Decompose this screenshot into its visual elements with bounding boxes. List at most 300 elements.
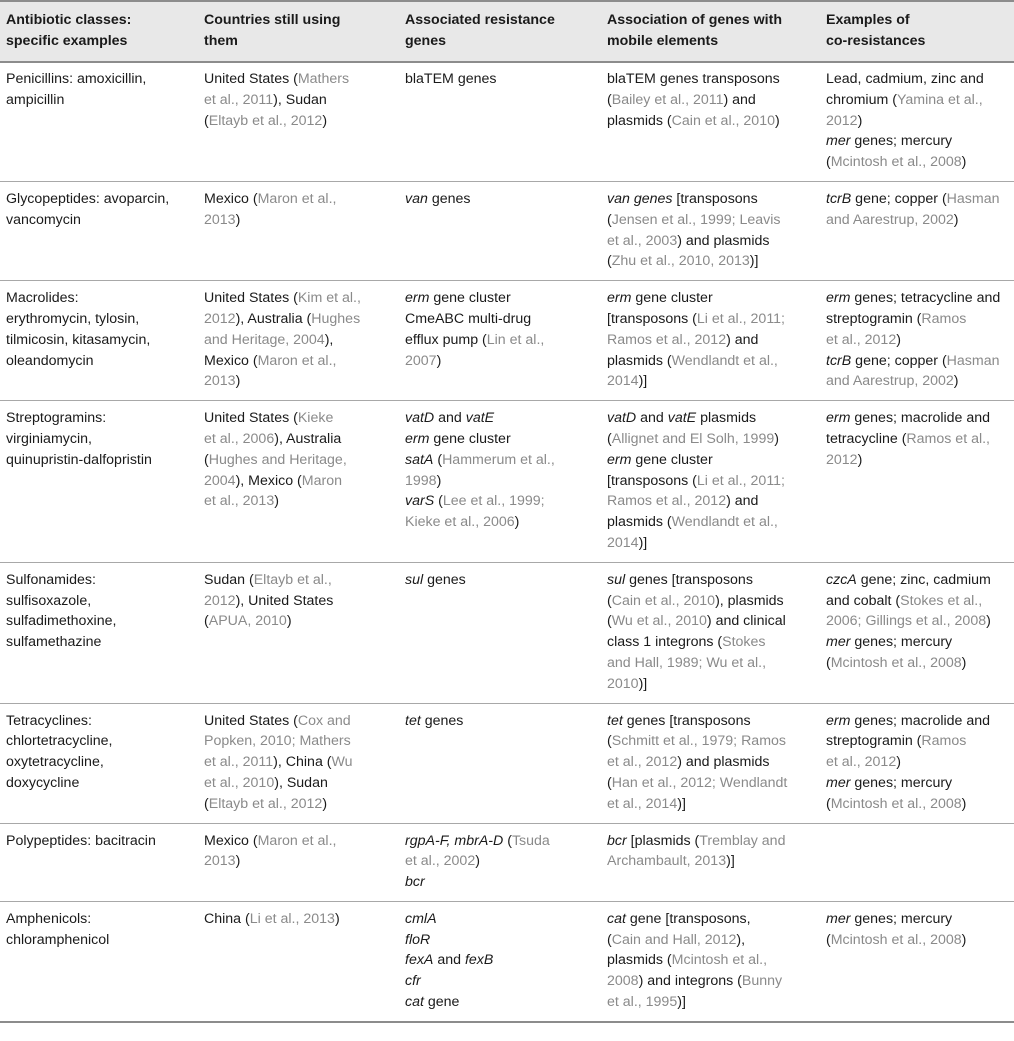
cell-line — [6, 408, 192, 429]
countries-cell — [198, 62, 399, 181]
cell-text: ) — [436, 472, 442, 489]
table-row — [0, 62, 1014, 181]
citation-link: 2010 — [607, 675, 639, 692]
cell-line — [6, 90, 192, 111]
cell-line — [826, 351, 1008, 372]
antibiotic-class-cell — [0, 62, 198, 181]
cell-text: ), — [736, 931, 746, 948]
cell-line — [607, 591, 814, 612]
cell-line — [6, 752, 192, 773]
cell-line — [405, 471, 595, 492]
cell-text: ) — [774, 112, 780, 129]
cell-line — [405, 351, 595, 372]
cell-text: gene; copper ( — [851, 190, 947, 207]
cell-text: Mexico ( — [204, 352, 258, 369]
cell-text: gene; copper ( — [851, 352, 947, 369]
co-resistances-cell — [820, 901, 1014, 1021]
citation-link: Li et al., 2013 — [249, 910, 335, 927]
cell-text: ), Australia ( — [235, 310, 312, 327]
table-header — [0, 1, 1014, 62]
cell-text: ( — [607, 430, 612, 447]
cell-line — [204, 111, 393, 132]
cell-line — [204, 288, 393, 309]
cell-text: genes; macrolide and — [850, 712, 991, 729]
citation-link: et al., 2014 — [607, 795, 678, 812]
countries-cell — [198, 823, 399, 901]
cell-line — [405, 711, 595, 732]
cell-text: plasmids ( — [607, 352, 672, 369]
cell-line — [826, 731, 1008, 752]
cell-line — [826, 653, 1008, 674]
countries-cell — [198, 562, 399, 703]
cell-text: )] — [749, 253, 759, 270]
citation-link: 2014 — [607, 373, 639, 390]
cell-text: ( — [204, 795, 209, 812]
cell-text: vancomycin — [6, 211, 81, 228]
cell-line — [826, 90, 1008, 111]
cell-line — [405, 971, 595, 992]
cell-line — [6, 731, 192, 752]
cell-line — [607, 69, 814, 90]
cell-text: sulfisoxazole, — [6, 592, 92, 609]
antibiotic-class-cell — [0, 181, 198, 280]
header-line: specific examples — [6, 33, 128, 49]
table-row — [0, 703, 1014, 823]
cell-text: ) — [961, 795, 967, 812]
cell-text: )] — [638, 675, 648, 692]
antibiotic-class-cell — [0, 823, 198, 901]
cell-text: ( — [607, 91, 612, 108]
citation-link: 2007 — [405, 352, 437, 369]
cell-line — [607, 674, 814, 695]
cell-line — [607, 429, 814, 450]
mobile-elements-cell — [601, 181, 820, 280]
cell-text: ) and clinical — [706, 613, 786, 630]
cell-line — [6, 909, 192, 930]
cell-line — [607, 992, 814, 1013]
gene-name: bcr — [607, 832, 627, 849]
cell-line — [204, 570, 393, 591]
cell-text: )] — [677, 795, 686, 812]
cell-text: ) — [857, 112, 863, 129]
gene-name: rgpA-F, mbrA-D — [405, 832, 504, 849]
citation-link: Maron — [301, 472, 342, 489]
cell-text: gene [transposons, — [625, 910, 751, 927]
citation-link: Hasman — [946, 190, 1000, 207]
cell-text: )] — [638, 373, 648, 390]
cell-text: ) — [774, 430, 779, 447]
cell-text: blaTEM genes transposons — [607, 71, 780, 87]
cell-text: genes [transposons — [622, 712, 751, 729]
resistance-genes-cell — [399, 562, 601, 703]
cell-line — [6, 69, 192, 90]
citation-link: and Aarestrup, 2002 — [826, 211, 954, 228]
citation-link: Mathers — [297, 71, 350, 87]
citation-link: 2013 — [204, 373, 236, 390]
cell-text: ( — [607, 774, 612, 791]
table-row — [0, 401, 1014, 563]
citation-link: et al., 2012 — [607, 754, 678, 771]
cell-text: ( — [434, 493, 443, 510]
gene-name: erm — [826, 712, 851, 729]
cell-line — [204, 591, 393, 612]
cell-text: Glycopeptides: avoparcin, — [6, 190, 170, 207]
cell-line — [607, 491, 814, 512]
gene-name: mer — [826, 634, 851, 651]
header-line: Antibiotic classes: — [6, 12, 132, 28]
citation-link: Kim et al., — [297, 290, 361, 307]
cell-text: genes; mercury — [850, 133, 953, 150]
cell-text: genes [transposons — [625, 571, 753, 588]
countries-cell — [198, 401, 399, 563]
citation-link: et al., 1995 — [607, 994, 678, 1011]
gene-name: erm — [607, 451, 632, 468]
cell-line — [607, 794, 814, 815]
cell-line — [6, 632, 192, 653]
citation-link: Ramos et al., 2012 — [607, 493, 727, 510]
cell-text: plasmids — [696, 410, 757, 427]
citation-link: Ramos et al., — [906, 430, 991, 447]
cell-text: tetracycline ( — [826, 430, 907, 447]
cell-text: ) — [436, 352, 442, 369]
cell-text: gene; zinc, cadmium — [856, 571, 991, 588]
gene-name: mer — [826, 910, 851, 927]
gene-name: czcA — [826, 571, 857, 588]
gene-name: satA — [405, 451, 434, 468]
citation-link: Schmitt et al., 1979; Ramos — [611, 733, 787, 750]
cell-text: ) — [235, 373, 241, 390]
gene-name: tcrB — [826, 190, 852, 207]
cell-line — [6, 429, 192, 450]
cell-text: ) and integrons ( — [638, 973, 742, 990]
cell-line — [826, 930, 1008, 951]
cell-line — [826, 152, 1008, 173]
cell-text: ) — [514, 514, 520, 531]
cell-line — [607, 330, 814, 351]
citation-link: 2012 — [826, 112, 858, 129]
cell-line — [204, 794, 393, 815]
cell-line — [607, 251, 814, 272]
cell-line — [607, 711, 814, 732]
gene-name: varS — [405, 493, 435, 510]
cell-line — [204, 851, 393, 872]
cell-line — [607, 971, 814, 992]
citation-link: 2014 — [607, 534, 639, 551]
table-body — [0, 62, 1014, 1022]
citation-link: Ramos et al., 2012 — [607, 331, 727, 348]
citation-link: et al., 2003 — [607, 232, 678, 249]
cell-line — [826, 371, 1008, 392]
citation-link: Jensen et al., 1999; Leavis — [611, 211, 781, 228]
mobile-elements-cell — [601, 62, 820, 181]
mobile-elements-cell — [601, 562, 820, 703]
cell-text: Streptogramins: — [6, 410, 107, 427]
cell-text: ) and plasmids — [677, 754, 770, 771]
cell-line — [204, 773, 393, 794]
cell-line — [6, 711, 192, 732]
cell-line — [204, 408, 393, 429]
cell-text: Lead, cadmium, zinc and — [826, 71, 984, 87]
gene-name: fexA — [405, 952, 434, 969]
cell-text: Sudan ( — [204, 571, 254, 588]
cell-line — [405, 851, 595, 872]
cell-line — [607, 831, 814, 852]
cell-line — [204, 752, 393, 773]
countries-cell — [198, 281, 399, 401]
citation-link: Eltayb et al., 2012 — [208, 112, 323, 129]
antibiotic-class-cell — [0, 901, 198, 1021]
cell-line — [607, 111, 814, 132]
cell-line — [405, 450, 595, 471]
gene-name: mer — [826, 774, 851, 791]
cell-text: Polypeptides: bacitracin — [6, 832, 156, 849]
cell-line — [607, 231, 814, 252]
countries-cell — [198, 181, 399, 280]
cell-text: ( — [607, 613, 612, 630]
cell-text: genes — [427, 190, 471, 207]
cell-line — [204, 611, 393, 632]
cell-text: ), plasmids — [715, 592, 784, 609]
citation-link: Stokes et al., — [900, 592, 983, 609]
cell-line — [204, 711, 393, 732]
gene-name: fexB — [464, 952, 494, 969]
co-resistances-cell — [820, 281, 1014, 401]
cell-line — [6, 330, 192, 351]
cell-line — [6, 570, 192, 591]
cell-line — [405, 69, 595, 90]
mobile-elements-cell — [601, 703, 820, 823]
cell-line — [204, 90, 393, 111]
cell-text: chloramphenicol — [6, 931, 110, 948]
countries-cell — [198, 901, 399, 1021]
cell-text: [transposons ( — [607, 310, 697, 327]
cell-text: ) and plasmids — [677, 232, 770, 249]
citation-link: Han et al., 2012; Wendlandt — [611, 774, 788, 791]
resistance-genes-cell — [399, 181, 601, 280]
citation-link: Kieke — [297, 410, 334, 427]
cell-text: )] — [677, 994, 686, 1011]
cell-line — [6, 210, 192, 231]
cell-text: ) — [235, 211, 241, 228]
cell-text: Mexico ( — [204, 190, 258, 207]
cell-text: [plasmids ( — [626, 832, 700, 849]
gene-name: sul — [405, 571, 424, 588]
cell-text: ) — [986, 613, 991, 630]
cell-text: erythromycin, tylosin, — [6, 310, 140, 327]
citation-link: Cox and — [297, 712, 351, 729]
cell-text: United States ( — [204, 290, 298, 307]
citation-link: et al., 2002 — [405, 853, 476, 870]
cell-text: United States ( — [204, 712, 298, 729]
citation-link: Eltayb et al., — [253, 571, 332, 588]
gene-name: vatE — [465, 410, 495, 427]
table-row — [0, 281, 1014, 401]
cell-text: )] — [638, 534, 648, 551]
cell-line — [826, 330, 1008, 351]
cell-text: Sulfonamides: — [6, 571, 96, 588]
citation-link: Hammerum et al., — [442, 451, 555, 468]
citation-link: 1998 — [405, 472, 437, 489]
cell-text: ), Mexico ( — [235, 472, 302, 489]
cell-line — [405, 288, 595, 309]
gene-name: cfr — [405, 973, 421, 990]
cell-text: ) — [961, 931, 967, 948]
cell-text: ) — [475, 853, 480, 870]
citation-link: et al., 2012 — [826, 754, 897, 771]
cell-line — [826, 69, 1008, 90]
citation-link: et al., 2006 — [204, 430, 275, 447]
gene-name: vatD — [405, 410, 435, 427]
cell-text: ) — [274, 493, 279, 510]
cell-line — [607, 189, 814, 210]
citation-link: 2013 — [204, 853, 236, 870]
cell-text: gene cluster — [631, 451, 713, 468]
gene-name: van — [405, 190, 428, 207]
gene-name: tet — [405, 712, 421, 729]
cell-text: genes; mercury — [850, 774, 953, 791]
cell-line — [204, 210, 393, 231]
citation-link: Hasman — [946, 352, 1000, 369]
cell-text: gene cluster — [429, 290, 511, 307]
resistance-genes-cell — [399, 62, 601, 181]
cell-text: ) — [857, 451, 863, 468]
cell-text: Macrolides: — [6, 290, 79, 307]
gene-name: erm — [826, 410, 851, 427]
gene-name: floR — [405, 931, 431, 948]
gene-name: van genes — [607, 190, 673, 207]
resistance-genes-cell — [399, 281, 601, 401]
co-resistances-cell — [820, 181, 1014, 280]
cell-line — [204, 471, 393, 492]
citation-link: et al., 2011 — [204, 754, 274, 771]
cell-text: ) and — [723, 91, 756, 108]
cell-line — [607, 773, 814, 794]
citation-link: Popken, 2010; Mathers — [204, 733, 351, 750]
cell-text: ) — [953, 373, 959, 390]
cell-line — [607, 512, 814, 533]
cell-text: class 1 integrons ( — [607, 634, 723, 651]
citation-link: Lin et al., — [486, 331, 545, 348]
resistance-genes-cell — [399, 901, 601, 1021]
cell-line — [6, 930, 192, 951]
cell-line — [826, 773, 1008, 794]
cell-text: oleandomycin — [6, 352, 94, 369]
co-resistances-cell — [820, 823, 1014, 901]
citation-link: Maron et al., — [257, 832, 337, 849]
citation-link: et al., 2012 — [826, 331, 897, 348]
cell-text: ( — [607, 253, 612, 270]
cell-line — [405, 429, 595, 450]
cell-text: chlortetracycline, — [6, 733, 113, 750]
citation-link: Mcintosh et al., 2008 — [830, 154, 962, 171]
cell-line — [6, 591, 192, 612]
citation-link: APUA, 2010 — [208, 613, 287, 630]
cell-text: plasmids ( — [607, 514, 672, 531]
cell-line — [405, 512, 595, 533]
cell-text: gene cluster — [631, 290, 713, 307]
citation-link: et al., 2013 — [204, 493, 275, 510]
cell-text: ( — [607, 211, 612, 228]
citation-link: Wendlandt et al., — [671, 352, 778, 369]
cell-text: and — [433, 952, 465, 969]
citation-link: Ramos — [921, 310, 967, 327]
citation-link: Cain and Hall, 2012 — [611, 931, 737, 948]
cell-text: ) — [961, 654, 967, 671]
cell-line — [607, 90, 814, 111]
gene-name: vatD — [607, 410, 637, 427]
cell-line — [826, 309, 1008, 330]
cell-text: ) and — [726, 331, 759, 348]
cell-line — [826, 210, 1008, 231]
countries-cell — [198, 703, 399, 823]
cell-text: plasmids ( — [607, 112, 672, 129]
citation-link: 2012 — [204, 592, 236, 609]
cell-text: streptogramin ( — [826, 733, 922, 750]
cell-line — [607, 533, 814, 554]
cell-text: plasmids ( — [607, 952, 672, 969]
cell-line — [204, 309, 393, 330]
gene-name: vatE — [667, 410, 697, 427]
cell-line — [826, 632, 1008, 653]
cell-text: CmeABC multi-drug — [405, 310, 532, 327]
cell-line — [607, 408, 814, 429]
citation-link: Mcintosh et al., — [671, 952, 768, 969]
cell-line — [607, 930, 814, 951]
cell-line — [826, 450, 1008, 471]
mobile-elements-cell — [601, 901, 820, 1021]
cell-text: ), Australia — [274, 430, 342, 447]
cell-line — [405, 831, 595, 852]
cell-text: ( — [433, 451, 443, 468]
cell-line — [405, 309, 595, 330]
cell-line — [826, 189, 1008, 210]
co-resistances-cell — [820, 62, 1014, 181]
gene-name: erm — [405, 290, 430, 307]
cell-line — [405, 189, 595, 210]
citation-link: and Aarestrup, 2002 — [826, 373, 954, 390]
cell-text: genes; mercury — [850, 634, 953, 651]
cell-line — [607, 351, 814, 372]
cell-text: )] — [726, 853, 735, 870]
cell-line — [826, 909, 1008, 930]
cell-text: United States ( — [204, 71, 298, 87]
gene-name: cat — [607, 910, 626, 927]
cell-text: gene — [423, 994, 460, 1011]
cell-line — [607, 371, 814, 392]
citation-link: Wu — [331, 754, 353, 771]
cell-text: ), — [324, 331, 334, 348]
cell-text: and — [434, 410, 466, 427]
cell-line — [826, 752, 1008, 773]
citation-link: et al., 2010 — [204, 774, 275, 791]
cell-line — [405, 570, 595, 591]
citation-link: 2012 — [204, 310, 236, 327]
cell-text: virginiamycin, — [6, 430, 92, 447]
cell-line — [607, 632, 814, 653]
cell-text: ), China ( — [273, 754, 332, 771]
citation-link: Cain et al., 2010 — [611, 592, 716, 609]
cell-text: doxycycline — [6, 774, 80, 791]
header-mobile-elements: Association of genes with mobile elements — [601, 1, 820, 62]
citation-link: 2008 — [607, 973, 639, 990]
cell-line — [826, 570, 1008, 591]
cell-text: ( — [826, 931, 831, 948]
cell-text: [transposons ( — [607, 472, 697, 489]
cell-line — [405, 872, 595, 893]
cell-line — [204, 429, 393, 450]
citation-link: 2013 — [204, 211, 236, 228]
cell-text: streptogramin ( — [826, 310, 922, 327]
